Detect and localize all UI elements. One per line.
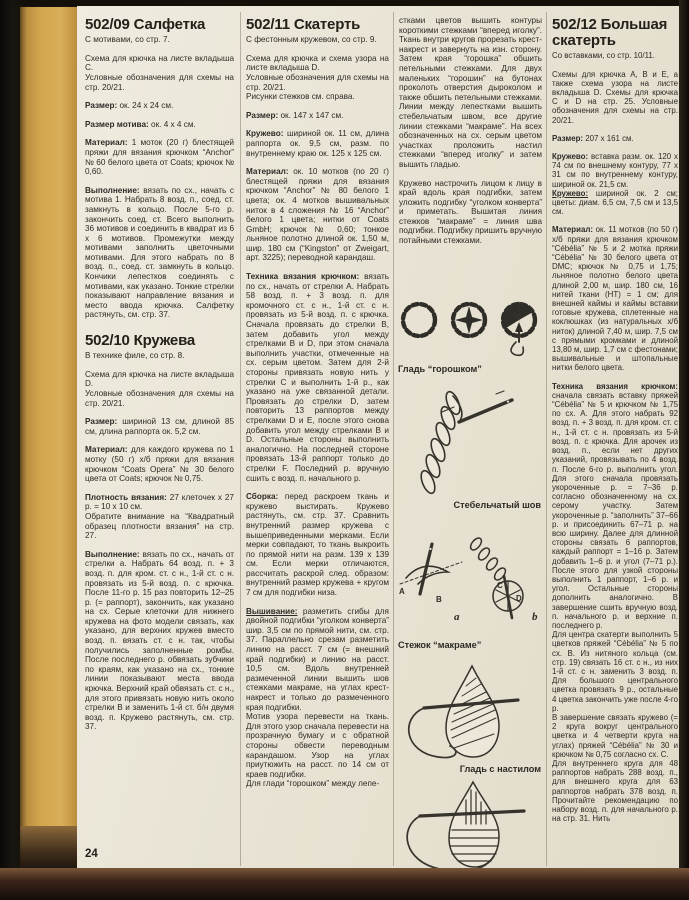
paragraph: В завершение связать кружево (= 2 круга вокруг центрального цветка и 4 четверти круга на углах) пряжей “Cébélia” № 30 и крючком № 0,75 согласно сх. C.: [552, 712, 678, 759]
paragraph: стками цветов вышить контуры короткими стежками “вперед иголку”. Ткань внутри кругов прорезать крест-накрест и завернуть на изн. сторону. Затем края “горошка” обшить петельными стежками. Для двух маленьких “горошин” на бутонах проколоть отверстия дыроколом и также обшить петельными стежками. Линии между лепестками вышить стебельчатым швом, все другие линии стежками “макраме”. На всех обозначенных на сх. серым цветом участках проложить настил стежками “вперед иголку” и затем вышить гладью.: [399, 16, 542, 169]
diagram-label: Гладь “горошком”: [398, 364, 482, 374]
paragraph: Размер: ок. 24 х 24 см.: [85, 101, 174, 111]
page-number: 24: [85, 848, 98, 860]
diagram-letter: A: [399, 587, 405, 596]
section-subtitle: В технике филе, со стр. 8.: [85, 351, 185, 361]
paragraph: Размер: ок. 147 х 147 см.: [246, 110, 344, 120]
paragraph: Для глади “горошком” между лепе-: [246, 779, 380, 789]
paragraph: Рисунки стежков см. справа.: [246, 92, 355, 102]
paragraph: Условные обозначения для схемы на стр. 20/21.: [246, 72, 389, 92]
paragraph: Размер: 207 х 161 см.: [552, 133, 634, 143]
scan-edge-left: [0, 0, 22, 900]
paragraph: Схема для крючка и схема узора на листе вкладыша D.: [246, 53, 389, 73]
paragraph: Кружево: вставка разм. ок. 120 х 74 см по внешнему контуру, 77 х 31 см по внутреннему контуру, шириной ок. 21,5 см.: [552, 152, 678, 189]
diagram-letter: D: [516, 594, 522, 603]
diagram-label: Гладь с настилом: [459, 764, 541, 774]
section-subtitle: С мотивами, со стр. 7.: [85, 35, 170, 45]
scan-edge-right: [679, 0, 689, 900]
paragraph: Материал: ок. 11 мотков (по 50 г) х/б пряжи для вязания крючком “Cébélia” № 5 и 2 мотка пряжи “Cébélia” № 30 белого цвета от DMC; крючок № 0,75 и 1,75; льняное полотно белого цвета длиной 2,00 м, шир. 180 см, 16 нитей ткани (НТ) = 1 см; для внешней каймы и каймы вставки готовые кружева, сплетенные на коклюшках (из натуральных х/б ниток) длиной 7,40 м, шир. 7,5 см с прямыми кромками и длиной 13,80 м, шир. 1,7 см с фестонами; вышивальные и штопальные нитки белого цвета.: [552, 225, 678, 373]
paragraph: Техника вязания крючком: вязать по сх., начать от стрелки A. Набрать 58 возд. п. + 3 возд. п. для кромочного ст. с н., 1-й ст. с н. провязать из 5-й возд. п. с крючка. Сначала провязать до стрелки B, затем добавить угол между стрелками B и D, при этом сначала выполнить участки, отмеченные на сх. серым цветом. Затем для 2-й стороны привязать новую нить у стрелки C и выполнить 1-й р., как указано на уже связанной детали. Провязать до стрелки D, затем повторить 13 раппортов между стрелками D и E, после этого снова добавить угол между стрелками B и D. Остальные стороны выполнить аналогично. На последней стороне провязать 13-й раппорт только до стрелки F. Последний р. вручную сшить с возд. п. начального р.: [246, 272, 389, 483]
column-divider: [240, 12, 241, 866]
paragraph: Кружево настрочить лицом к лицу в край вдоль края подгибки, затем уложить подгибку “уголком конверта” и приметать. Вышитая линия стежков “макраме” = линия шва подгибки. Подгибку пришить вручную потайными стежками.: [399, 178, 542, 246]
diagram-label: Стебельчатый шов: [453, 500, 541, 510]
diagram-letter: C: [497, 581, 503, 590]
paragraph: Материал: для каждого кружева по 1 мотку (50 г) х/б пряжи для вязания крючком “Coats Opera” № 30 белого цвета от Coats; крючок № 0,75.: [85, 445, 234, 484]
paragraph: Схемы для крючка A, B и E, а также схема узора на листе вкладыша D. Схемы для крючка C и D на стр. 25. Условные обозначения для схемы на стр. 20/21.: [552, 69, 678, 125]
paragraph: Материал: ок. 10 мотков (по 20 г) блестящей пряжи для вязания крючком “Anchor” № 80 белого 1 цвета; ок. 4 мотков вышивальных ниток в 4 сложения № 16 “Anchor” белого 1 цвета; нитки от Coats GmbH; крючок № 0,60; тонкое льняное полотно длиной ок. 1,50 м, шир. 180 см (“Kingston” от Zweigart, арт. 3225); переводной карандаш.: [246, 167, 389, 263]
book-spine-strip: [20, 7, 77, 829]
section-title: 502/12 Большая скатерть: [552, 16, 668, 50]
paragraph: Мотив узора перевести на ткань. Для этого узор сначала перевести на прозрачную бумагу и с обратной стороны обвести переводным карандашом. Узор на углах приутюжить на расст. по 14 см от краев подгибки.: [246, 712, 389, 779]
text-column-502-12: [552, 16, 678, 868]
diagram-letter: a: [454, 611, 460, 623]
paragraph: Размер: шириной 13 см, длиной 85 см, длина раппорта ок. 5,2 см.: [85, 417, 234, 436]
text-column-502-09-10: [85, 16, 234, 844]
section-title: 502/09 Салфетка: [85, 16, 206, 33]
section-subtitle: С фестонным кружевом, со стр. 9.: [246, 35, 377, 45]
macrame-stitch-diagram: [396, 532, 545, 632]
column-divider: [393, 12, 394, 866]
paragraph: Выполнение: вязать по сх., начать с мотива 1. Набрать 8 возд. п., соед. ст. замкнуть в кольцо. После 5-го р. закончить соед. ст. Всего выполнить 36 мотивов и соединить в квадрат из 6 х 6 мотивов. Промежутки между мотивами заполнить цветочными мотивами. Для этого набрать по 8 возд. п., соед. ст. замкнуть в кольцо. Кончики лепестков соединять с мотивами, как указано. Тонкие стрелки показывают направление вязания и место ввода крючка. Салфетку растянуть, см. стр. 37.: [85, 185, 234, 320]
section-title: 502/11 Скатерть: [246, 16, 361, 33]
diagram-letter: b: [532, 611, 538, 623]
paragraph: Для внутреннего круга для 48 раппортов набрать 288 возд. п., для внешнего круга для 63 раппортов набрать 378 возд. п. Прочитайте рекомендацию по набору возд. п. для начального р. на стр. 31. Нить: [552, 759, 678, 824]
paragraph: Кружево: шириной ок. 2 см; цветы: диам. 6,5 см, 7,5 см и 13,5 см.: [552, 188, 678, 217]
paragraph: Материал: 1 моток (20 г) блестящей пряжи для вязания крючком “Anchor” № 60 белого цвета от Coats; крючок № 0,60.: [85, 138, 234, 177]
diagram-letter: B: [436, 595, 442, 604]
column-divider: [546, 12, 547, 866]
paragraph: Условные обозначения для схемы на стр. 20/21.: [85, 389, 234, 408]
padded-satin-stitch-diagram-2: [396, 778, 545, 868]
paragraph: Для центра скатерти выполнить 5 цветков пряжей “Cébélia” № 5 по сх. B. Из нитяного кольца (см. стр. 19) связать 16 ст. с н., из них 1-й ст. с н. заменить 3 возд. п. Для большого центрального цветка провязать 9 р., остальные 4 цветка закончить уже после 4-го р.: [552, 630, 678, 713]
paragraph: Обратите внимание на “Квадратный образец плотности вязания” на стр. 27.: [85, 511, 234, 541]
paragraph: Выполнение: вязать по сх., начать от стрелки a. Набрать 64 возд. п. + 3 возд. п. для кром. ст. с н., 1-й ст. с н. провязать из 5-й возд. п. с крючка. После 11-го р. 15 раз повторить 12–25 р. (= раппорт), закончить, как указано на сх. Серые клеточки для нижнего кружева на фото модели связать, как указано, для верхних кружев вместо возд. п. вязать ст. с н. так, чтобы получились заполненные ромбы. После последнего р. обвязать зубчики по краям, как указано на сх., тонкие линии показывают места ввода крючка. Верхний край обвязать ст. с н., для этого привязать новую нить около стрелки B и заменить 1-й ст. б/н двумя возд. п. Кружево растянуть, см. стр. 37.: [85, 549, 234, 732]
scan-edge-top: [0, 0, 689, 6]
paragraph: Условные обозначения для схемы на стр. 20/21.: [85, 72, 234, 92]
paragraph: Схема для крючка на листе вкладыша D.: [85, 369, 234, 389]
diagram-label: Стежок “макраме”: [398, 640, 482, 650]
polka-dot-stitch-diagram: [396, 280, 545, 358]
stitch-diagrams-panel: [396, 280, 545, 868]
padded-satin-stitch-diagram-1: [396, 660, 545, 762]
paragraph: Техника вязания крючком: сначала связать вставку пряжей “Cébélia” № 5 и крючком № 1,75 по сх. A. Для этого набрать 92 возд. п. + 3 возд. п. для кром. ст. с н., 1-й ст. с н. провязать из 5-й возд. п. с крючка. Для арочек из возд. п., если нет других указаний, провязывать по 4 возд. п. После 6-го р. выполнить угол. Для этого сначала провязать укороченные р. = 7–36 р. согласно обозначенному на сх. серому участку. Затем укороченные р. “заполнить” 37–66 р. и присоединить 67–71 р. на всю ширину. Далее для длинной стороны связать 6 раппортов, каждый раппорт = 1–16 р. Затем добавить 1–6 р. и угол (7–71 р.). После этого для узкой стороны выполнить 1 раппорт, 1–6 р. и угол. Остальные стороны дополнить аналогично. В завершение сшить вручную возд. п. начального р. и верхние п. последнего р.: [552, 381, 678, 630]
paragraph: Вышивание: разметить сгибы для двойной подгибки “уголком конверта” шир. 3,5 см по прямой нити, см. стр. 37. Параллельно срезам разметить линию на расст. 7 см (= внешний край подгибки) и линию на расст. 10,5 см. Вдоль внутренней размеченной линии вышить шов стежками макраме, на углах крест-накрест и только до размеченного края подгибки.: [246, 606, 389, 712]
stem-stitch-diagram: [396, 382, 545, 500]
text-column-502-11: [246, 16, 389, 866]
paragraph: Размер мотива: ок. 4 х 4 см.: [85, 119, 196, 129]
paragraph: Схема для крючка на листе вкладыша C.: [85, 53, 234, 73]
paragraph: Сборка: перед раскроем ткань и кружево выстирать. Кружево растянуть, см. стр. 37. Сравнить внутренний размер кружева с вышеприведенными мерками. Если мерки совпадают, то ткань выкроить по прямой нити на разм. 139 х 139 см. Если мерки отличаются, рассчитать раскрой след. образом: внутренний размер кружева + кругом 7 см для подгибки низа.: [246, 492, 389, 598]
paragraph: Кружево: шириной ок. 11 см, длина раппорта ок. 9,5 см, разм. по внутреннему краю ок. 125 х 125 см.: [246, 129, 389, 158]
scan-edge-bottom: [0, 868, 689, 900]
text-column-502-11-cont: [399, 16, 542, 278]
section-subtitle: Со вставками, со стр. 10/11.: [552, 51, 655, 61]
section-title: 502/10 Кружева: [85, 332, 196, 350]
book-spine-shadow: [20, 826, 77, 872]
paragraph: Плотность вязания: 27 клеточек х 27 р. = 10 х 10 см.: [85, 492, 234, 512]
